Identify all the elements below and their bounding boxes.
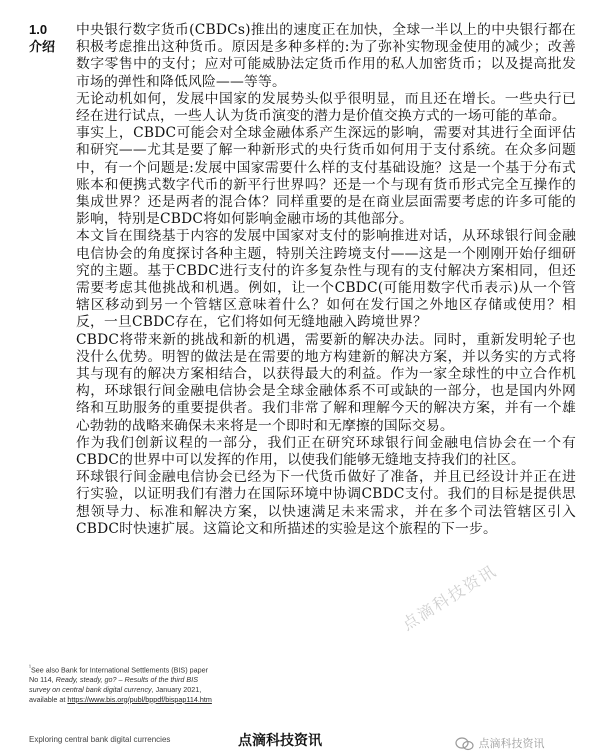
wechat-watermark [455, 735, 585, 751]
footnote-italic-title: Ready, steady, go? – Results of the third BIS survey on central bank digital currency [29, 675, 199, 694]
running-footer: Exploring central bank digital currencies [29, 735, 171, 744]
paragraph: 作为我们创新议程的一部分，我们正在研究环球银行间金融电信协会在一个有CBDC的世界中可以发挥的作用，以使我们能够无缝地支持我们的社区。 [76, 434, 576, 469]
footnote-text: See also Bank for International Settlements (BIS) paper No 114, [29, 665, 208, 685]
wechat-label: 点滴科技资讯 [478, 737, 545, 750]
paragraph: 环球银行间金融电信协会已经为下一代货币做好了准备，并且已经设计并正在进行实验，以证明我们有潜力在国际环境中协调CBDC支付。我们的目标是提供思想领导力、标准和解决方案，以快速满足未来需求，并在多个司法管辖区引入CBDC时快速扩展。这篇论文和所描述的实验是这个旅程的下一步。 [76, 469, 576, 537]
paragraph: 中央银行数字货币(CBDCs)推出的速度正在加快，全球一半以上的中央银行都在积极考虑推出这种货币。原因是多种多样的:为了弥补实物现金使用的减少；改善数字零售中的支付；应对可能威胁法定货币作用的私人加密货币；以及提高批发市场的弹性和降低风险——等等。 [76, 22, 576, 90]
section-title: 介绍 [29, 40, 56, 55]
footnote-text-after: , January 2021, available at [29, 684, 202, 704]
paragraph: 事实上，CBDC可能会对全球金融体系产生深远的影响，需要对其进行全面评估和研究——尤其是要了解一种新形式的央行货币如何用于支付系统。在众多问题中，有一个问题是:发展中国家需要什么样的支付基础设施？这是一个基于分布式账本和便携式数字代币的新平行世界吗？还是一个与现有货币形式完全互操作的集成世界？还是两者的混合体？同样重要的是在商业层面需要考虑的许多可能的影响，特别是CBDC将如何影响金融市场的其他部分。 [76, 125, 576, 228]
paragraph: 无论动机如何，发展中国家的发展势头似乎很明显，而且还在增长。一些央行已经在进行试点，一些人认为货币演变的潜力是价值交换方式的一场可能的革命。 [76, 90, 576, 125]
bottom-watermark: 点滴科技资讯 [238, 733, 322, 749]
faint-watermark: 点滴科技资讯 [398, 560, 501, 635]
body-text [76, 22, 576, 538]
wechat-icon [455, 737, 475, 751]
footnote [29, 664, 214, 704]
paragraph: 本文旨在围绕基于内容的发展中国家对支付的影响推进对话，从环球银行间金融电信协会的角度探讨各种主题，特别关注跨境支付——这是一个刚刚开始仔细研究的主题。基于CBDC进行支付的许多复杂性与现有的支付解决方案相同，但还需要考虑其他挑战和机遇。例如，让一个CBDC(可能用数字代币表示)从一个管辖区移动到另一个管辖区意味着什么？如何在发行国之外地区存储或使用？相反，一旦CBDC存在，它们将如何无缝地融入跨境世界？ [76, 228, 576, 331]
footnote-link[interactable]: https://www.bis.org/publ/bppdf/bispap114.htm [67, 694, 212, 704]
section-number: 1.0 [29, 22, 48, 37]
footnote-marker: ¹ [29, 665, 31, 671]
paragraph: CBDC将带来新的挑战和新的机遇，需要新的解决办法。同时，重新发明轮子也没什么优势。明智的做法是在需要的地方构建新的解决方案，并以务实的方式将其与现有的解决方案相结合，以获得最大的利益。作为一家全球性的中立合作机构，环球银行间金融电信协会是全球金融体系不可或缺的一部分，也是国内外网络和互助服务的重要提供者。我们非常了解和理解今天的解决方案，并有一个雄心勃勃的战略来确保未来将是一个即时和无摩擦的国际交易。 [76, 331, 576, 434]
